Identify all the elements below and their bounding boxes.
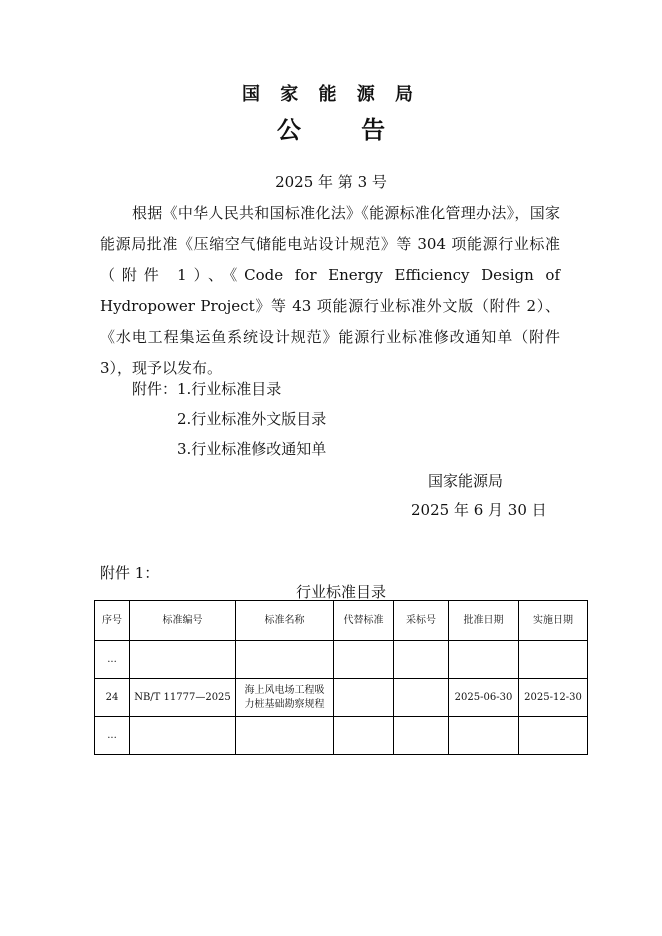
header-replaced: 代替标准 bbox=[334, 601, 394, 641]
table-cell bbox=[334, 679, 394, 717]
table-cell bbox=[449, 641, 519, 679]
announcement-body bbox=[100, 198, 560, 384]
table-cell bbox=[519, 641, 588, 679]
attachments-label: 附件： bbox=[132, 380, 178, 398]
attachment-item-3: 3.行业标准修改通知单 bbox=[177, 440, 327, 458]
header-std-code: 标准编号 bbox=[130, 601, 236, 641]
table-cell: ... bbox=[95, 717, 130, 755]
header-std-name: 标准名称 bbox=[236, 601, 334, 641]
table-cell bbox=[334, 641, 394, 679]
table-cell: 2025-06-30 bbox=[449, 679, 519, 717]
header-effective-date: 实施日期 bbox=[519, 601, 588, 641]
announcement-title: 公 告 bbox=[276, 116, 412, 144]
table-cell: ... bbox=[95, 641, 130, 679]
table-cell bbox=[334, 717, 394, 755]
issuing-organization: 国 家 能 源 局 bbox=[241, 84, 421, 105]
table-row bbox=[95, 717, 588, 755]
table-cell bbox=[449, 717, 519, 755]
attachment-item-1: 1.行业标准目录 bbox=[177, 380, 282, 398]
standards-table bbox=[94, 600, 588, 755]
table-cell bbox=[394, 641, 449, 679]
annex-1-label: 附件 1： bbox=[100, 564, 160, 582]
announcement-number: 2025 年 第 3 号 bbox=[275, 173, 387, 191]
table-cell bbox=[236, 641, 334, 679]
header-seq: 序号 bbox=[95, 601, 130, 641]
signature-date: 2025 年 6 月 30 日 bbox=[411, 501, 547, 519]
header-approval-date: 批准日期 bbox=[449, 601, 519, 641]
table-cell bbox=[130, 717, 236, 755]
table-cell: NB/T 11777—2025 bbox=[130, 679, 236, 717]
body-paragraph: 根据《中华人民共和国标准化法》《能源标准化管理办法》，国家能源局批准《压缩空气储能电站设计规范》等 304 项能源行业标准（附件 1）、《Code for Energy Efficiency Design of Hydropower Project》等 43 项能源行业标准外文版（附件 2）、《水电工程集运鱼系统设计规范》能源行业标准修改通知单（附件 3），现予以发布。 bbox=[100, 204, 560, 377]
table-header-row bbox=[95, 601, 588, 641]
table-cell: 24 bbox=[95, 679, 130, 717]
table-row bbox=[95, 679, 588, 717]
table-row bbox=[95, 641, 588, 679]
table-cell: 海上风电场工程吸力桩基础勘察规程 bbox=[236, 679, 334, 717]
table-cell: 2025-12-30 bbox=[519, 679, 588, 717]
table-cell bbox=[394, 679, 449, 717]
signature-org: 国家能源局 bbox=[428, 472, 504, 490]
table-cell bbox=[519, 717, 588, 755]
table-cell bbox=[236, 717, 334, 755]
header-adopted: 采标号 bbox=[394, 601, 449, 641]
table-cell bbox=[394, 717, 449, 755]
table-title: 行业标准目录 bbox=[295, 583, 386, 601]
table-cell bbox=[130, 641, 236, 679]
attachment-item-2: 2.行业标准外文版目录 bbox=[177, 410, 327, 428]
